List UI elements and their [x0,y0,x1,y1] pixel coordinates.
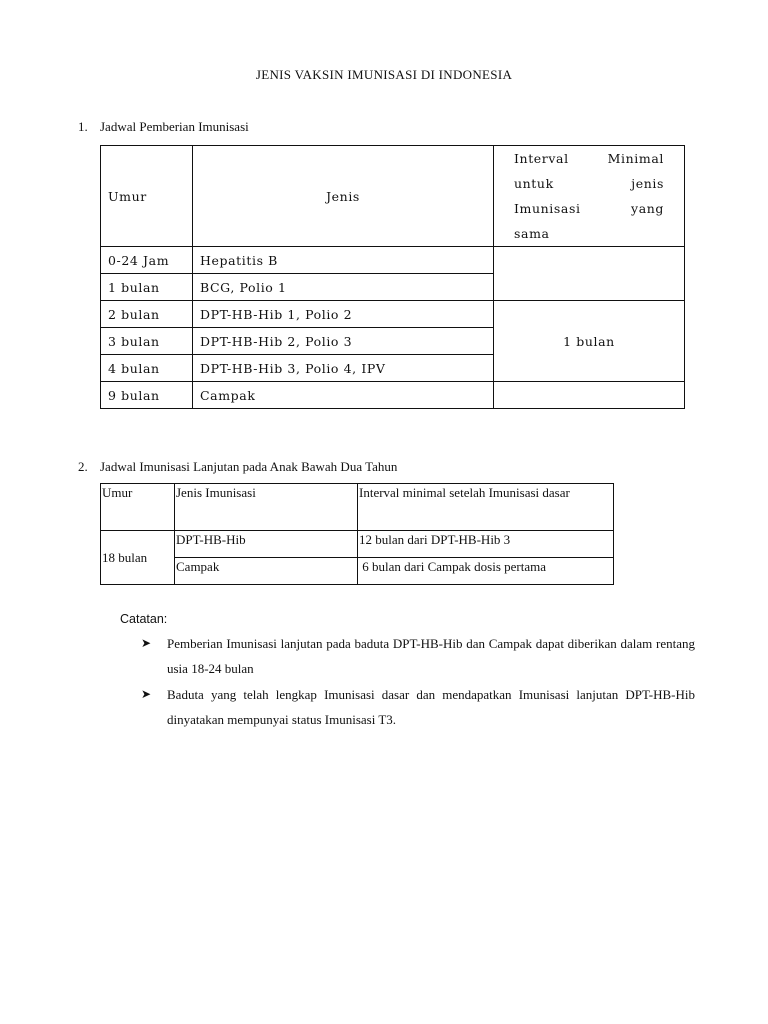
cell-interval-value: 1 bulan [494,301,685,382]
cell-umur: 3 bulan [101,328,193,355]
cell-interval-empty [494,247,685,301]
note-item [141,631,695,681]
booster-schedule-table [100,483,614,585]
section-2-number: 2. [78,459,88,474]
table-row [101,382,685,409]
document-title: JENIS VAKSIN IMUNISASI DI INDONESIA [255,67,513,82]
table-row [101,558,614,585]
section-2-title: Jadwal Imunisasi Lanjutan pada Anak Bawah Dua Tahun [100,459,398,474]
cell-interval: 12 bulan dari DPT-HB-Hib 3 [358,531,614,558]
table-row [101,531,614,558]
cell-jenis: Hepatitis B [193,247,494,274]
cell-jenis: Campak [193,382,494,409]
header-umur: Umur [101,484,175,531]
cell-umur: 1 bulan [101,274,193,301]
cell-jenis: Campak [175,558,358,585]
notes-label: Catatan: [120,612,168,626]
note-text: Pemberian Imunisasi lanjutan pada baduta DPT-HB-Hib dan Campak dapat diberikan dalam rentang usia 18-24 bulan [167,636,695,676]
cell-jenis: DPT-HB-Hib 1, Polio 2 [193,301,494,328]
cell-jenis: DPT-HB-Hib [175,531,358,558]
cell-interval-empty [494,382,685,409]
header-interval-line: untuk jenis [514,176,664,191]
header-interval [494,146,685,247]
cell-umur: 4 bulan [101,355,193,382]
arrowhead-bullet-icon: ➤ [141,687,152,701]
table-header-row [101,484,614,531]
section-1-heading [78,119,478,137]
cell-jenis: BCG, Polio 1 [193,274,494,301]
table-header-row [101,146,685,247]
section-1-title: Jadwal Pemberian Imunisasi [100,119,249,134]
cell-umur: 9 bulan [101,382,193,409]
header-interval-line: Imunisasi yang [514,201,664,216]
immunization-schedule-table [100,145,685,409]
note-text: Baduta yang telah lengkap Imunisasi dasar dan mendapatkan Imunisasi lanjutan DPT-HB-Hib dinyatakan mempunyai status Imunisasi T3. [167,687,695,727]
table-row [101,301,685,328]
section-2-heading [78,459,578,477]
header-interval-line: sama [514,226,550,241]
cell-umur: 2 bulan [101,301,193,328]
table-row [101,247,685,274]
cell-umur: 0-24 Jam [101,247,193,274]
header-jenis-imunisasi: Jenis Imunisasi [175,484,358,531]
section-1-number: 1. [78,119,88,134]
cell-umur: 18 bulan [101,531,175,585]
header-interval-line: Interval Minimal [514,151,664,166]
cell-interval: 6 bulan dari Campak dosis pertama [358,558,614,585]
arrowhead-bullet-icon: ➤ [141,636,152,650]
note-item [141,682,695,732]
cell-jenis: DPT-HB-Hib 2, Polio 3 [193,328,494,355]
header-umur: Umur [101,146,193,247]
cell-jenis: DPT-HB-Hib 3, Polio 4, IPV [193,355,494,382]
header-interval: Interval minimal setelah Imunisasi dasar [358,484,614,531]
header-jenis: Jenis [193,146,494,247]
